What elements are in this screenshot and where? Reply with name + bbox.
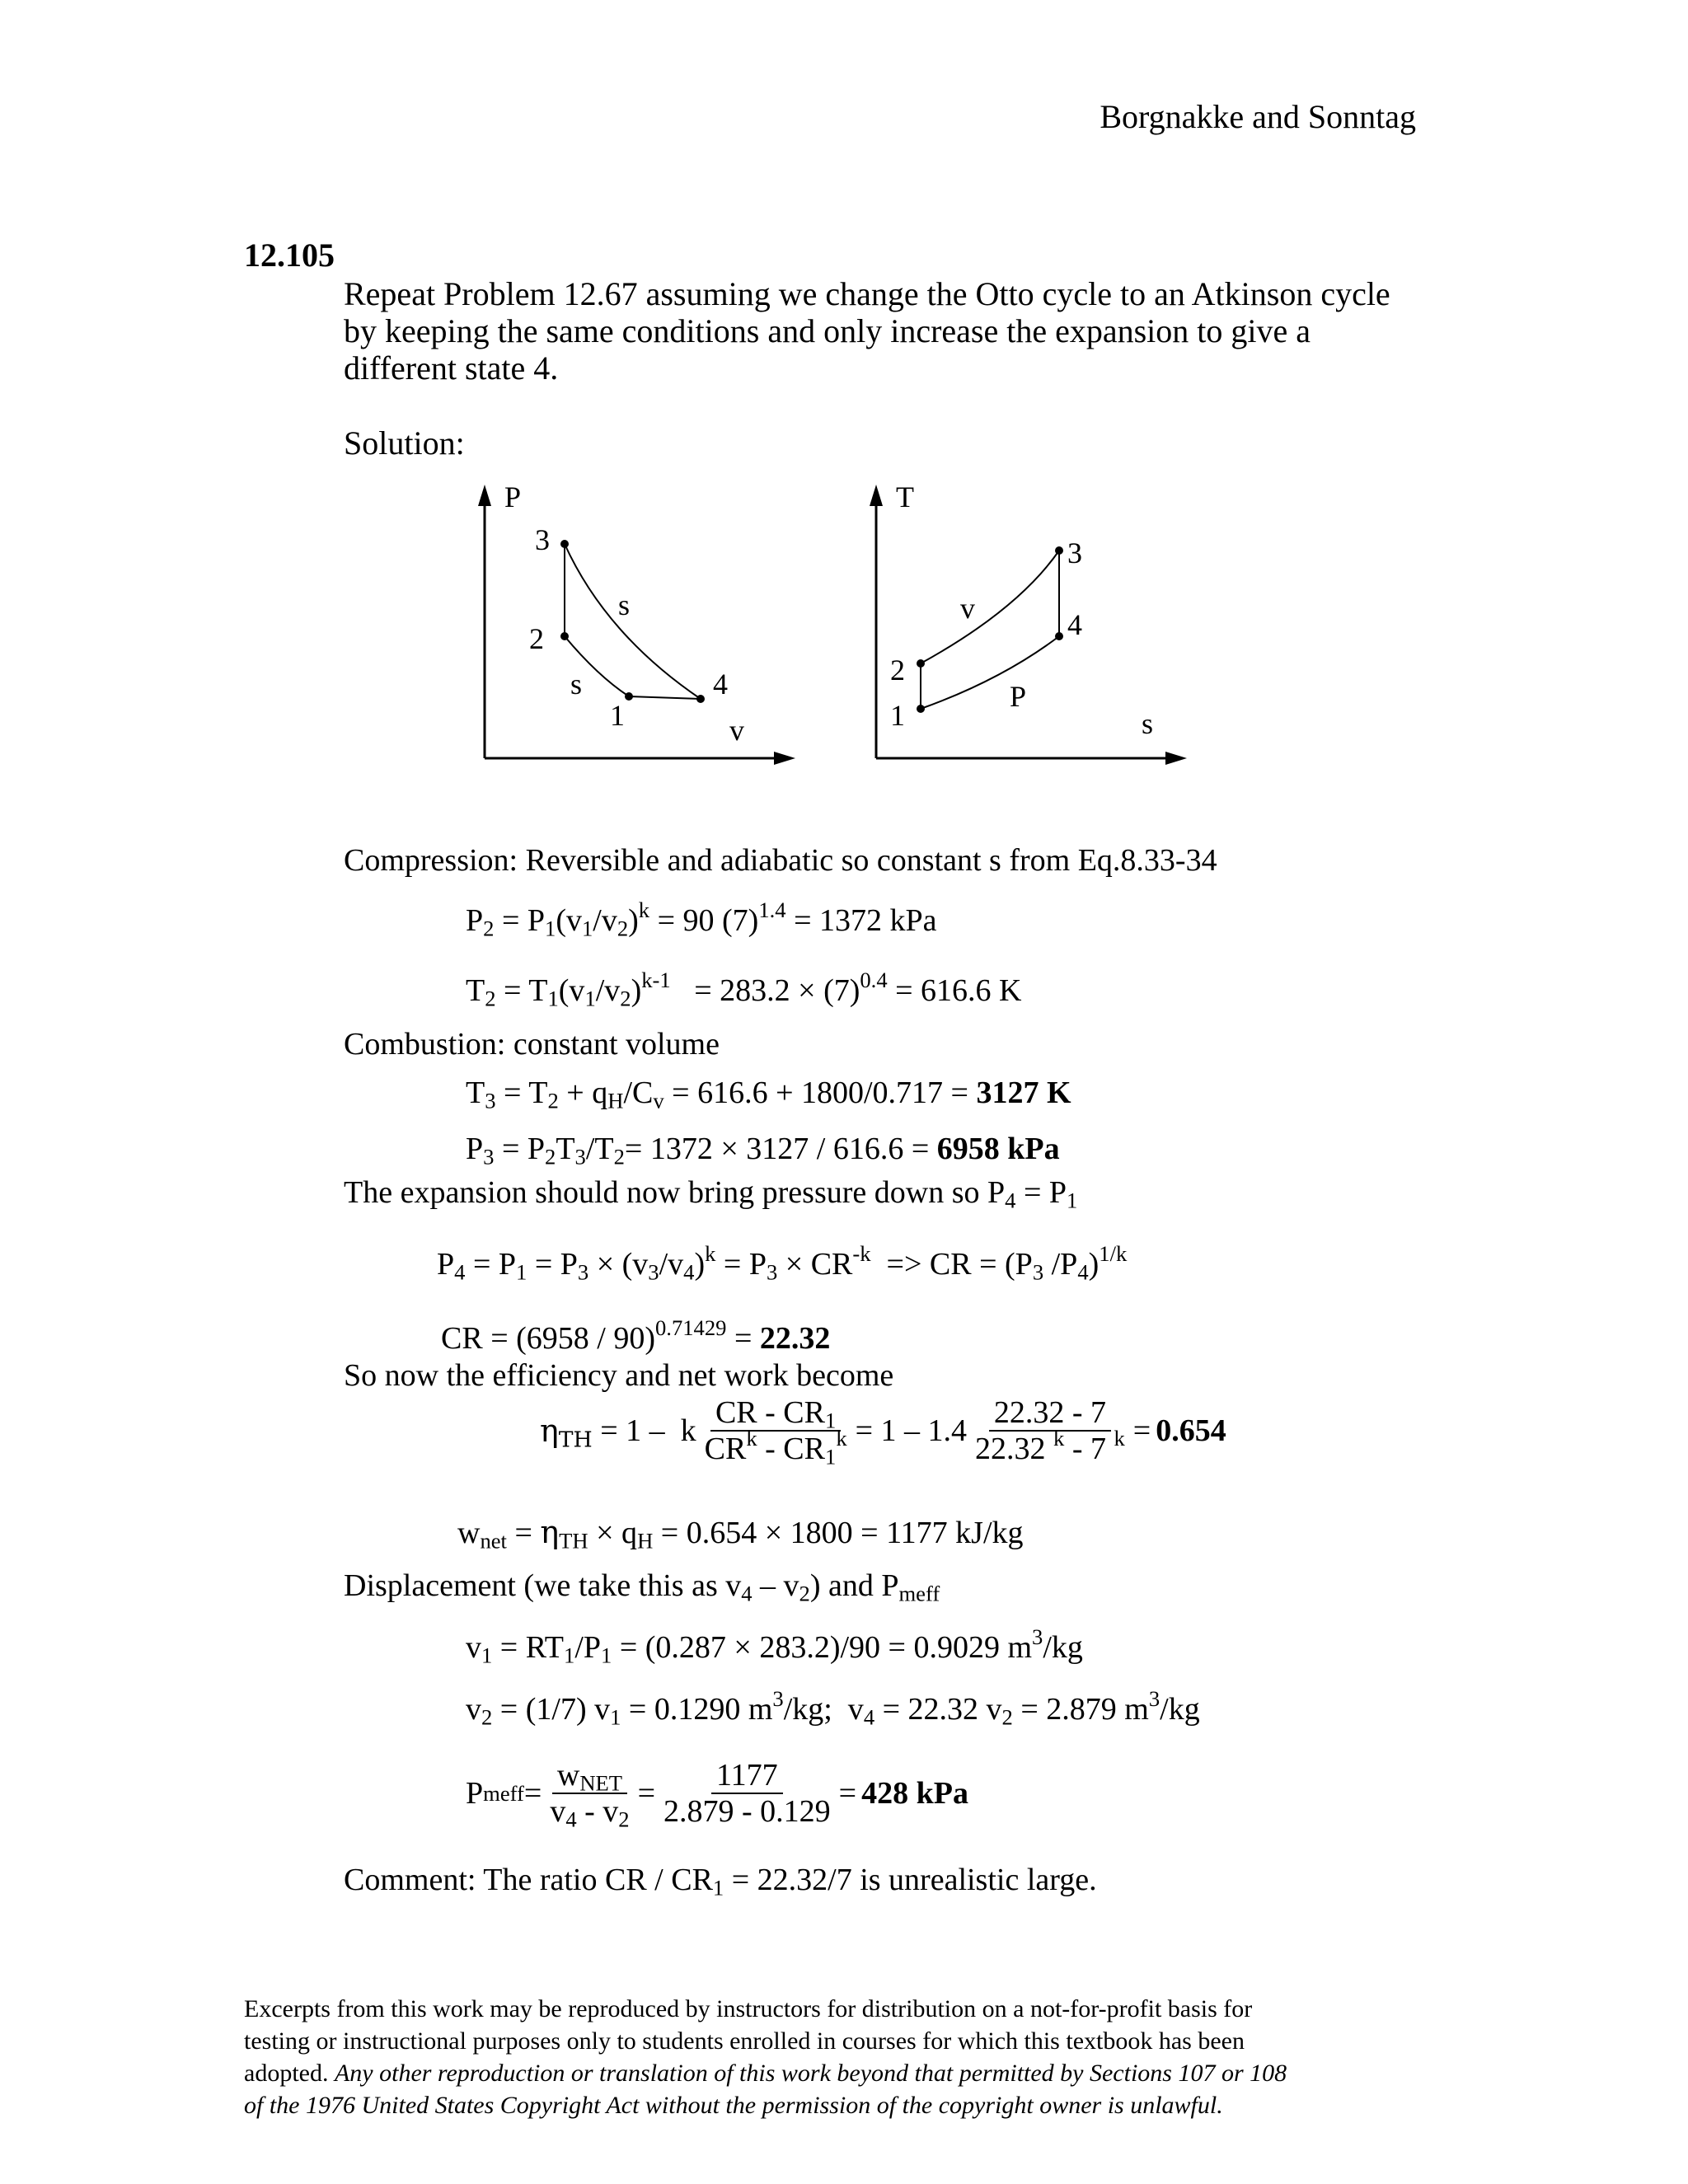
eq-cr-relation: $P_4 = P_1 = P_3 \times (v_3/v_4)^k = P_3 \times CR^{-k}$ => CR = ($P_3$ $/P_4)^{1/k}$ <box>437 1241 1128 1285</box>
t2-rest: = 283.2 × (7) <box>694 973 860 1008</box>
header-authors: Borgnakke and Sonntag <box>1100 98 1416 135</box>
v2-value: = 0.1290 m <box>628 1692 773 1727</box>
eq-v1: $v_1 = RT_1/P_1 = (0.287 \times 283.2)/90 = 0.9029$ $m^3/kg$ <box>466 1624 1083 1668</box>
ts-point-1 <box>917 705 925 713</box>
eta-fraction-numeric: $\frac{22.32 - 7}{22.32 ^k - 7 ^k}$ <box>975 1395 1125 1466</box>
footer-line: of the 1976 United States Copyright Act without the permission of the copyright owner is unlawful. <box>244 2092 1223 2119</box>
ts-point-2 <box>917 659 925 668</box>
ts-x-label: s <box>1142 707 1154 740</box>
expansion-line: The expansion should now bring pressure down so $P_4 = P_1$ <box>344 1175 1078 1213</box>
footer-line: Excerpts from this work may be reproduced by instructors for distribution on a not-for-profit basis for <box>244 1995 1253 2022</box>
cr-exp: 1/k <box>1099 1241 1128 1267</box>
footer-line: testing or instructional purposes only to students enrolled in courses for which this textbook has been <box>244 2027 1245 2055</box>
pv-x-arrow-icon <box>774 752 795 765</box>
eq-wnet: $w_{net} = \eta_{TH} \times q_H = 0.654 \times 1800 = 1177$ kJ/kg <box>457 1514 1024 1554</box>
eq-cr-value: CR = (6958 / 90)$^{0.71429}$ = 22.32 <box>441 1315 831 1356</box>
ts-process-4-1 <box>921 636 1059 709</box>
pmeff-result: 428 kPa <box>861 1776 968 1811</box>
footer-copyright <box>244 1993 1287 2121</box>
t2-exp: 0.4 <box>860 968 888 993</box>
eq-p2: $P_2 = P_1(v_1/v_2)^k = 90$ $(7)^{1.4} = 1372$ kPa <box>466 898 937 941</box>
p2-result: = 1372 kPa <box>794 903 937 938</box>
displacement-text: Displacement (we take this as v <box>344 1568 742 1603</box>
eq-pmeff: P meff = $\frac{w_{NET}}{v_4 - v_2}$ = $\frac{1177}{2.879 - 0.129}$ = 428 kPa <box>466 1758 968 1832</box>
pmeff-fraction-symbolic: $\frac{w_{NET}}{v_4 - v_2}$ <box>550 1758 630 1832</box>
ts-label-2: 2 <box>890 654 905 687</box>
ts-label-3: 3 <box>1067 537 1082 569</box>
expansion-text: The expansion should now bring pressure down so P <box>344 1175 1006 1210</box>
efficiency-intro: So now the efficiency and net work become <box>344 1358 894 1393</box>
comment-prefix: Comment: The ratio CR / CR <box>344 1863 713 1897</box>
solution-label: Solution: <box>344 424 465 462</box>
v4-value: = 22.32 v <box>882 1692 1002 1727</box>
displacement-line: Displacement (we take this as $v_4 - v_2$) and $P_{meff}$ <box>344 1568 940 1606</box>
ts-point-3 <box>1055 546 1063 555</box>
ts-diagram <box>853 478 1199 775</box>
pv-x-label: v <box>729 714 744 747</box>
ts-y-label: T <box>896 480 914 513</box>
pv-diagram <box>462 478 808 775</box>
ts-label-v: v <box>960 592 975 625</box>
eta-result: 0.654 <box>1156 1413 1226 1448</box>
p2-rest: = 90 (7) <box>657 903 759 938</box>
pv-y-label: P <box>504 480 522 513</box>
pv-y-arrow-icon <box>478 485 491 506</box>
comment-suffix: = 22.32/7 is unrealistic large. <box>731 1863 1097 1897</box>
ts-x-arrow-icon <box>1165 752 1187 765</box>
v4-result: = 2.879 m <box>1020 1692 1149 1727</box>
pv-label-s-lower: s <box>570 668 583 701</box>
problem-statement <box>344 275 1390 387</box>
eq-t3: $T_3 = T_2 + q_H/C_v = 616.6 + 1800/0.717 = 3127$ K <box>466 1076 1071 1113</box>
comment-line: Comment: The ratio CR / $CR_1 = 22.32/7$ is unrealistic large. <box>344 1863 1097 1900</box>
v2-rest: = (1/7) v <box>499 1692 611 1727</box>
pv-point-1 <box>625 692 633 701</box>
v1-rest: = (0.287 × 283.2)/90 = 0.9029 m <box>619 1630 1033 1665</box>
statement-line: by keeping the same conditions and only increase the expansion to give a <box>344 312 1311 349</box>
ts-label-4: 4 <box>1067 608 1082 641</box>
pmeff-den: 2.879 - 0.129 <box>663 1794 831 1829</box>
cr-value-exp: 0.71429 <box>655 1315 727 1341</box>
pv-label-3: 3 <box>535 523 550 556</box>
cr-value-result: 22.32 <box>759 1321 831 1356</box>
statement-line: Repeat Problem 12.67 assuming we change the Otto cycle to an Atkinson cycle <box>344 275 1390 312</box>
footer-line3-normal: adopted. <box>244 2060 335 2087</box>
eq-v2-v4: $v_2 = (1/7) v_1 = 0.1290$ $m^3/kg$; $v_4 = 22.32$ $v_2 = 2.879$ $m^3/kg$ <box>466 1686 1200 1730</box>
pv-label-4: 4 <box>713 668 728 701</box>
p3-rest: = 1372 × 3127 / 616.6 = <box>624 1132 937 1166</box>
t2-result: = 616.6 K <box>895 973 1022 1008</box>
pv-label-2: 2 <box>529 622 544 655</box>
cr-eq-tail: => CR = (P <box>886 1247 1033 1282</box>
eq-p3: $P_3 = P_2T_3/T_2= 1372 \times 3127 / 616.6 = 6958$ kPa <box>466 1132 1060 1169</box>
pv-point-2 <box>560 632 569 640</box>
wnet-rest: = 0.654 × 1800 = 1177 kJ/kg <box>660 1516 1024 1550</box>
ts-y-arrow-icon <box>870 485 883 506</box>
pv-point-4 <box>696 695 705 703</box>
problem-number: 12.105 <box>244 237 335 274</box>
p2-exp: 1.4 <box>758 898 786 923</box>
pv-point-3 <box>560 540 569 548</box>
pv-process-3-4 <box>565 544 701 699</box>
ts-label-P: P <box>1010 680 1027 713</box>
eta-fraction-symbolic: $\frac{CR - CR_1}{CR^k - CR_1^k}$ <box>704 1395 847 1469</box>
statement-line: different state 4. <box>344 349 559 387</box>
t3-result: 3127 K <box>976 1076 1071 1110</box>
eq-t2: $T_2 = T_1(v_1/v_2)^{k-1}$ = $283.2 \times (7)^{0.4} = 616.6$ K <box>466 968 1022 1011</box>
ts-process-2-3 <box>921 551 1059 663</box>
combustion-line: Combustion: constant volume <box>344 1027 720 1062</box>
t3-rest: = 616.6 + 1800/0.717 = <box>672 1076 977 1110</box>
p3-result: 6958 kPa <box>936 1132 1060 1166</box>
cr-value-left: CR = (6958 / 90) <box>441 1321 655 1356</box>
pv-label-1: 1 <box>610 699 625 732</box>
pmeff-fraction-numeric <box>659 1760 836 1827</box>
ts-point-4 <box>1055 632 1063 640</box>
pv-label-s-upper: s <box>618 588 631 621</box>
footer-line3-italic: Any other reproduction or translation of this work beyond that permitted by Sections 107 or 108 <box>334 2060 1287 2087</box>
eq-efficiency: $\eta_{TH}$ = 1 – k $\frac{CR - CR_1}{CR^k - CR_1^k}$ = 1 – 1.4 $\frac{22.32 - 7}{22.32 ^k - 7 ^k}$ = 0.654 <box>540 1395 1226 1469</box>
ts-label-1: 1 <box>890 699 905 732</box>
footer-line <box>244 2057 1287 2089</box>
pmeff-num: 1177 <box>711 1760 783 1794</box>
compression-line: Compression: Reversible and adiabatic so constant s from Eq.8.33-34 <box>344 843 1217 878</box>
pv-process-4-1 <box>629 696 701 699</box>
